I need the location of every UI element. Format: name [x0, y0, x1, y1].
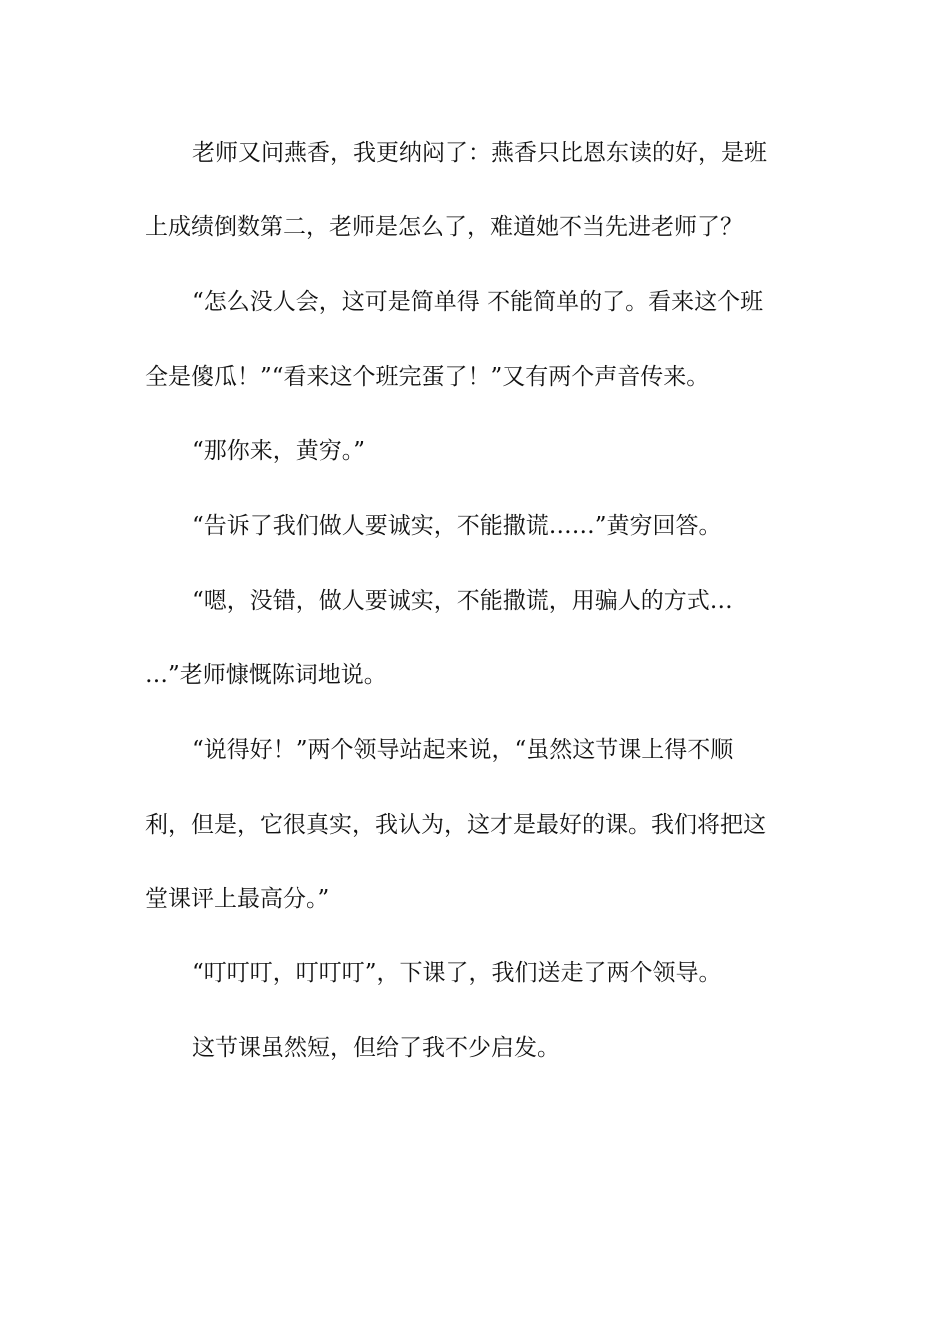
- text-line: “说得好！”两个领导站起来说，“虽然这节课上得不顺: [192, 737, 734, 763]
- text-line: “怎么没人会，这可是简单得 不能简单的了。看来这个班: [192, 289, 764, 315]
- text-line: 老师又问燕香，我更纳闷了：燕香只比恩东读的好，是班: [192, 140, 767, 166]
- text-line: 全是傻瓜！”“看来这个班完蛋了！”又有两个声音传来。: [145, 364, 710, 390]
- text-line: 上成绩倒数第二，老师是怎么了，难道她不当先进老师了？: [145, 214, 743, 240]
- text-line: …”老师慷慨陈词地说。: [145, 662, 387, 688]
- text-line: “叮叮叮，叮叮叮”，下课了，我们送走了两个领导。: [192, 960, 722, 986]
- text-line: “告诉了我们做人要诚实，不能撒谎……”黄穷回答。: [192, 513, 722, 539]
- text-line: 利，但是，它很真实，我认为，这才是最好的课。我们将把这: [145, 812, 766, 838]
- text-line: “嗯，没错，做人要诚实，不能撒谎，用骗人的方式…: [192, 588, 733, 614]
- text-line: 这节课虽然短，但给了我不少启发。: [192, 1035, 560, 1061]
- text-line: 堂课评上最高分。”: [145, 886, 330, 912]
- text-line: “那你来，黄穷。”: [192, 438, 366, 464]
